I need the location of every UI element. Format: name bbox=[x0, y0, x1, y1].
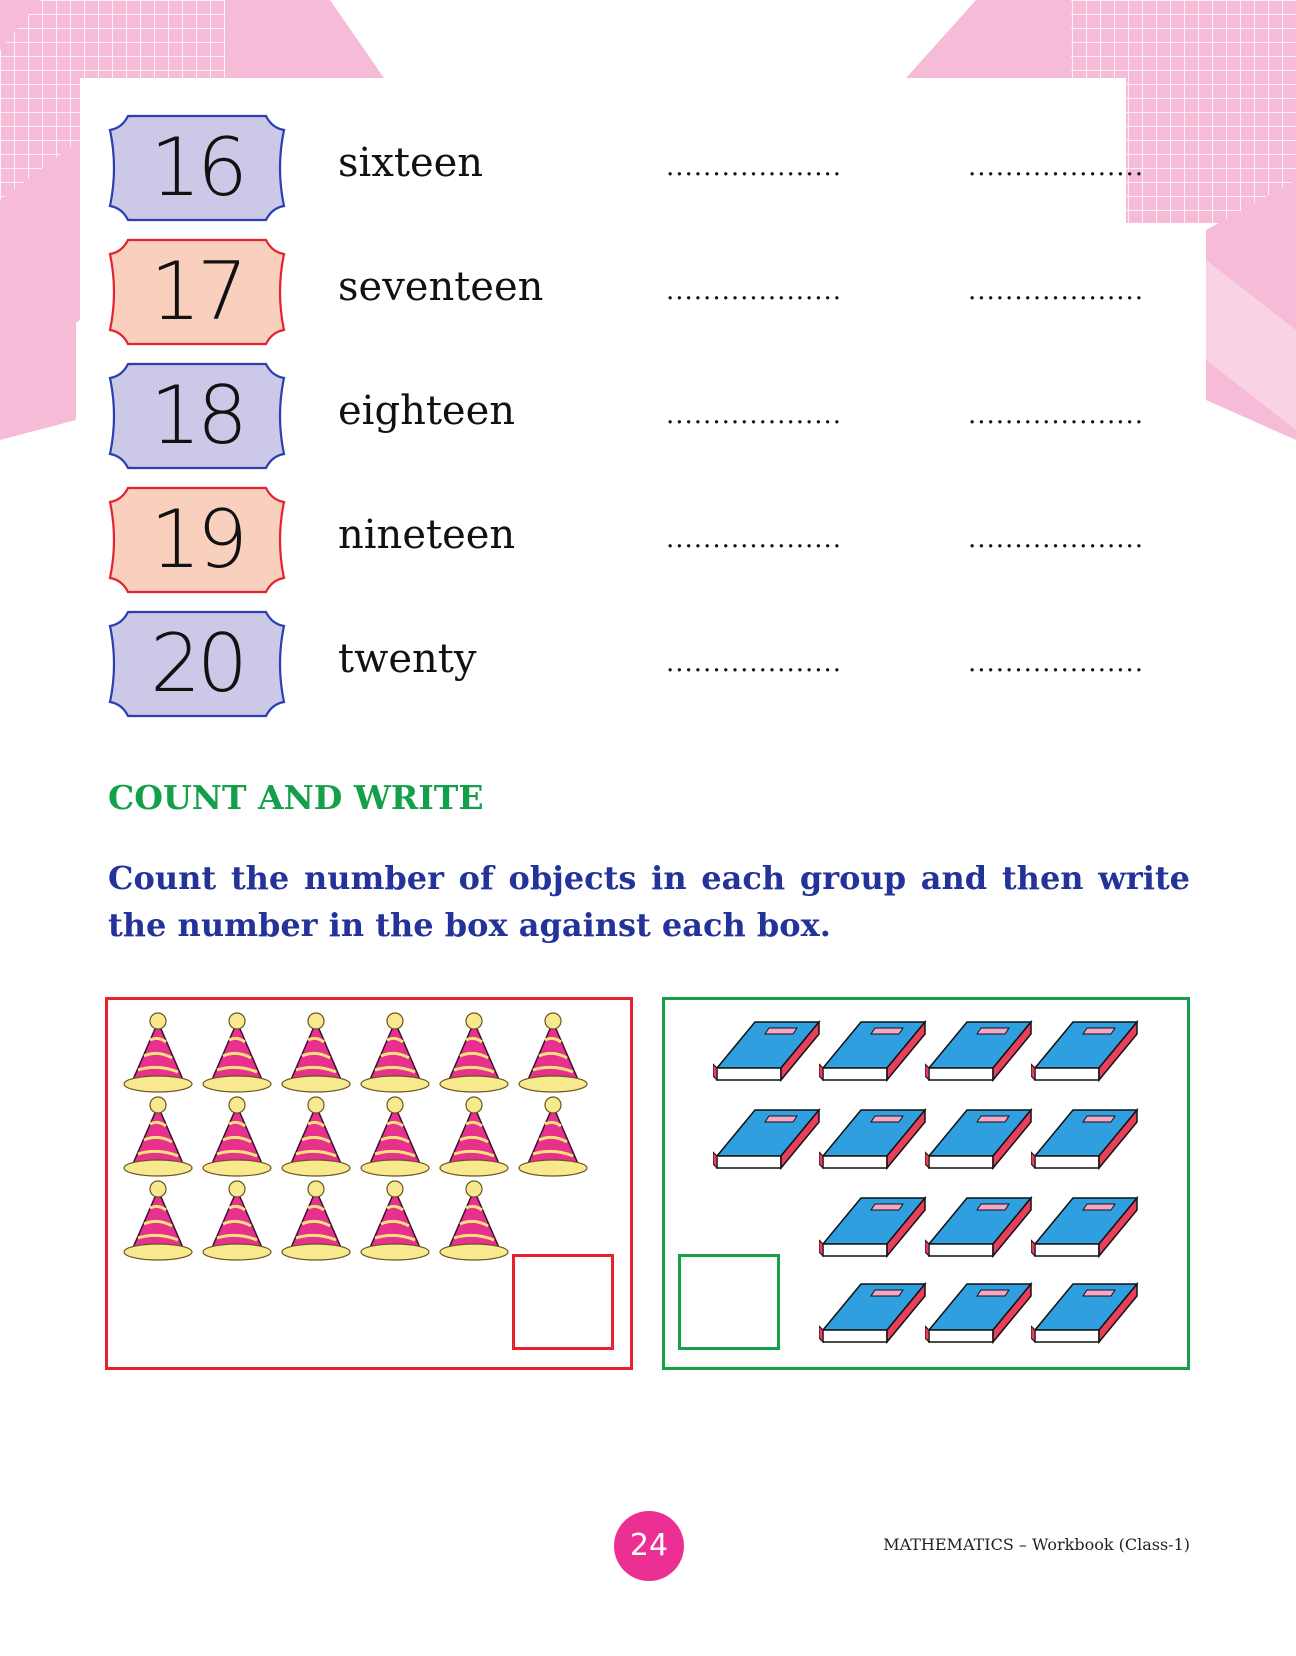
party-hat-icon bbox=[357, 1012, 433, 1102]
number-word: twenty bbox=[338, 636, 477, 682]
writing-blank[interactable]: ................... bbox=[968, 400, 1145, 430]
number-digit: 20 bbox=[150, 617, 244, 710]
instruction-text: Count the number of objects in each group and then write the number in the box against each box. bbox=[108, 859, 1190, 944]
book-icon bbox=[925, 1106, 1033, 1180]
writing-blank[interactable]: ................... bbox=[666, 276, 843, 306]
book-icon bbox=[1031, 1018, 1139, 1092]
book-icon bbox=[925, 1194, 1033, 1268]
party-hat-icon bbox=[436, 1012, 512, 1102]
number-row bbox=[106, 484, 1206, 596]
number-row bbox=[106, 360, 1206, 472]
book-icon bbox=[1031, 1106, 1139, 1180]
book-icon bbox=[1031, 1194, 1139, 1268]
number-word: seventeen bbox=[338, 264, 544, 310]
book-icon bbox=[819, 1106, 927, 1180]
party-hat-icon bbox=[120, 1012, 196, 1102]
party-hat-icon bbox=[120, 1180, 196, 1270]
number-card bbox=[106, 608, 288, 720]
number-card bbox=[106, 112, 288, 224]
book-icon bbox=[819, 1018, 927, 1092]
party-hat-icon bbox=[436, 1180, 512, 1270]
book-icon bbox=[925, 1280, 1033, 1354]
section-heading: COUNT AND WRITE bbox=[108, 778, 484, 817]
party-hat-icon bbox=[199, 1096, 275, 1186]
book-icon bbox=[819, 1194, 927, 1268]
party-hat-icon bbox=[199, 1180, 275, 1270]
party-hat-icon bbox=[278, 1012, 354, 1102]
book-icon bbox=[925, 1018, 1033, 1092]
party-hat-icon bbox=[278, 1096, 354, 1186]
page-number-badge: 24 bbox=[614, 1511, 684, 1581]
party-hat-icon bbox=[278, 1180, 354, 1270]
party-hat-icon bbox=[515, 1096, 591, 1186]
writing-blank[interactable]: ................... bbox=[968, 648, 1145, 678]
number-row bbox=[106, 608, 1206, 720]
party-hat-icon bbox=[120, 1096, 196, 1186]
number-word: eighteen bbox=[338, 388, 516, 434]
number-word: sixteen bbox=[338, 140, 484, 186]
party-hat-icon bbox=[357, 1096, 433, 1186]
writing-blank[interactable]: ................... bbox=[666, 152, 843, 182]
number-row bbox=[106, 236, 1206, 348]
party-hat-icon bbox=[436, 1096, 512, 1186]
book-icon bbox=[713, 1018, 821, 1092]
footer-title: MATHEMATICS – Workbook (Class-1) bbox=[883, 1535, 1190, 1554]
number-word: nineteen bbox=[338, 512, 516, 558]
writing-blank[interactable]: ................... bbox=[968, 152, 1145, 182]
writing-blank[interactable]: ................... bbox=[968, 524, 1145, 554]
party-hat-icon bbox=[515, 1012, 591, 1102]
party-hat-icon bbox=[199, 1012, 275, 1102]
number-digit: 16 bbox=[150, 121, 244, 214]
books-answer-box[interactable] bbox=[678, 1254, 780, 1350]
number-card bbox=[106, 484, 288, 596]
book-icon bbox=[819, 1280, 927, 1354]
hats-answer-box[interactable] bbox=[512, 1254, 614, 1350]
writing-blank[interactable]: ................... bbox=[968, 276, 1145, 306]
number-digit: 17 bbox=[150, 245, 244, 338]
book-icon bbox=[713, 1106, 821, 1180]
writing-blank[interactable]: ................... bbox=[666, 648, 843, 678]
number-row bbox=[106, 112, 1206, 224]
number-card bbox=[106, 360, 288, 472]
writing-blank[interactable]: ................... bbox=[666, 524, 843, 554]
number-card bbox=[106, 236, 288, 348]
party-hats-group bbox=[105, 997, 633, 1370]
number-digit: 18 bbox=[150, 369, 244, 462]
writing-blank[interactable]: ................... bbox=[666, 400, 843, 430]
book-icon bbox=[1031, 1280, 1139, 1354]
party-hat-icon bbox=[357, 1180, 433, 1270]
number-digit: 19 bbox=[150, 493, 244, 586]
books-group bbox=[662, 997, 1190, 1370]
